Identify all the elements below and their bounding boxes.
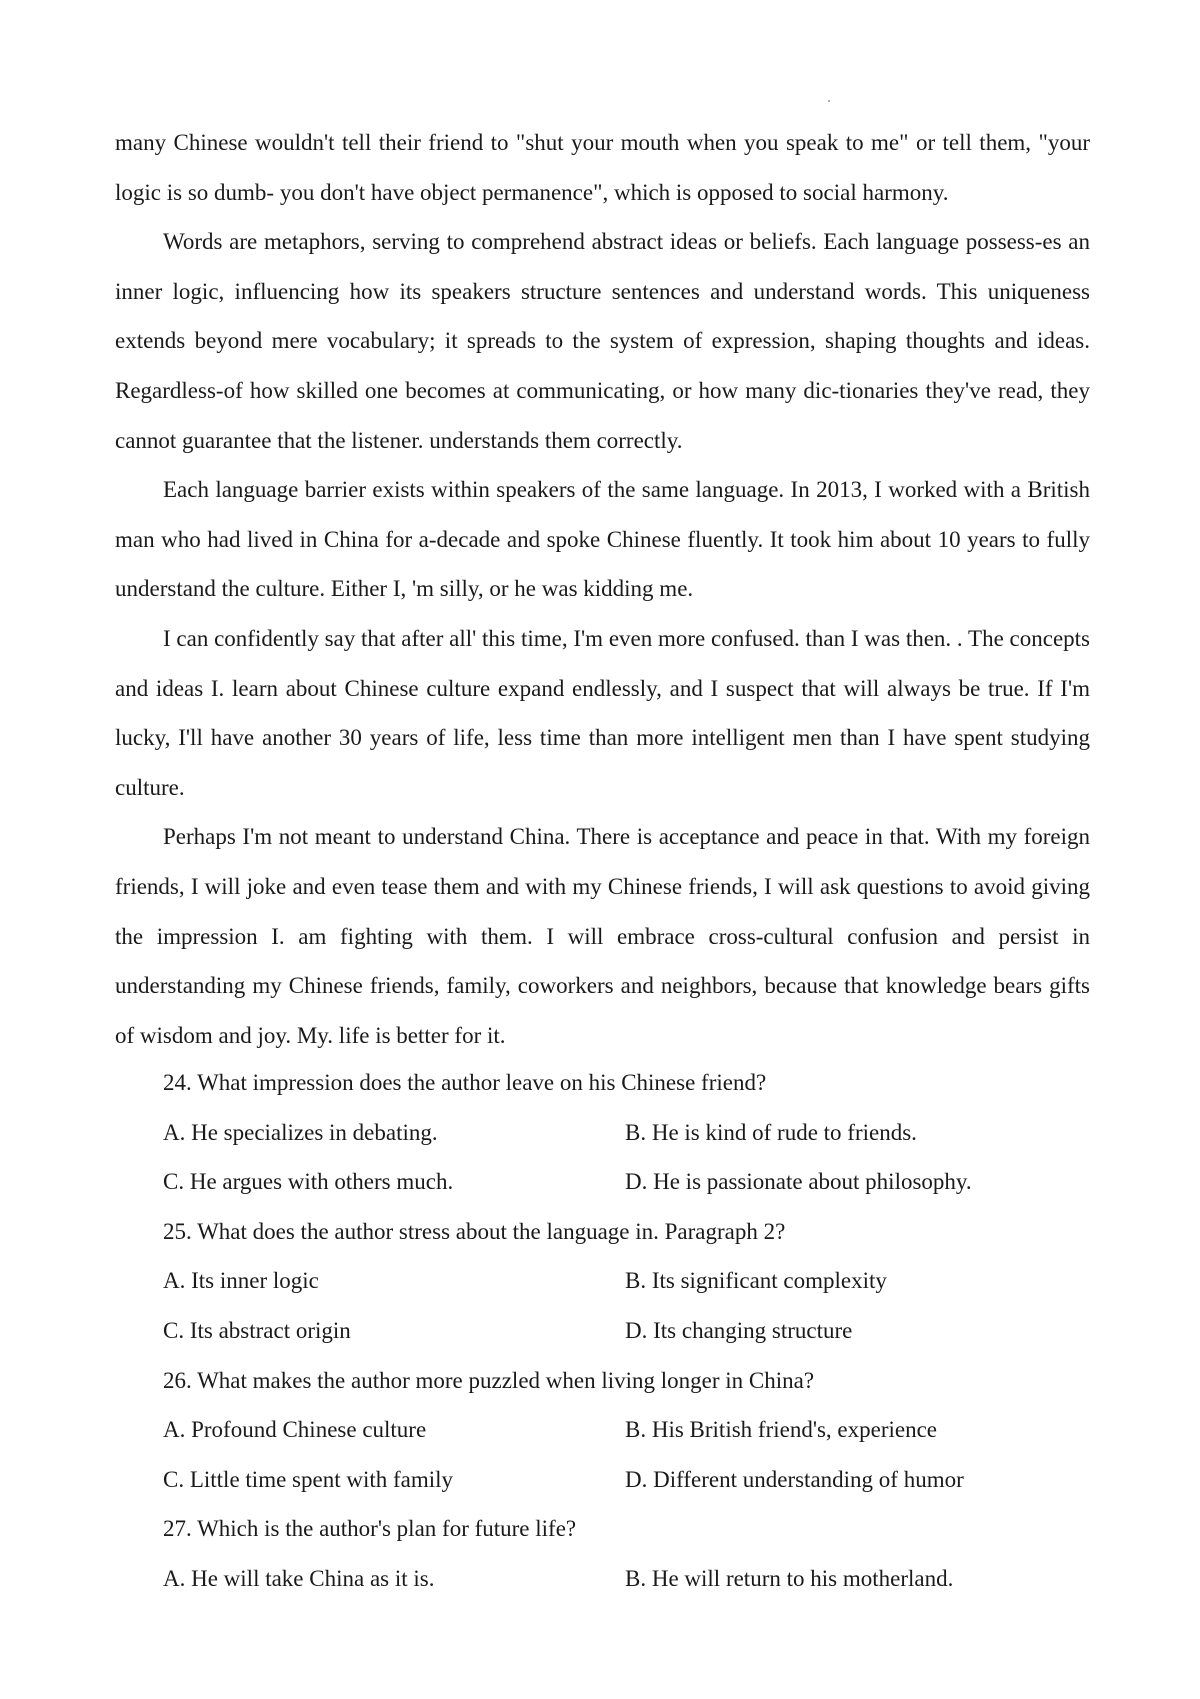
question-27 bbox=[163, 1504, 1093, 1603]
option-row bbox=[163, 1405, 1093, 1455]
question-list bbox=[163, 1058, 1093, 1604]
option-d: D. Its changing structure bbox=[625, 1317, 853, 1343]
option-a: A. Profound Chinese culture bbox=[163, 1417, 427, 1443]
option-b: B. His British friend's, experience bbox=[625, 1417, 938, 1443]
passage-paragraph-5: Perhaps I'm not meant to understand China. There is acceptance and peace in that. With my foreign friends, I will joke and even tease them and with my Chinese friends, I will ask questions to avoid giving the impression I. am fighting with them. I will embrace cross-cultural confusion and persist in understanding my Chinese friends, family, coworkers and neighbors, because that knowledge bears gifts of wisdom and joy. My. life is better for it. bbox=[115, 824, 1090, 1048]
passage-paragraph-3: Each language barrier exists within speakers of the same language. In 2013, I worked with a British man who had lived in China for a-decade and spoke Chinese fluently. It took him about 10 years to fully understand the culture. Either I, 'm silly, or he was kidding me. bbox=[115, 477, 1090, 602]
question-25 bbox=[163, 1207, 1093, 1356]
option-a: A. Its inner logic bbox=[163, 1268, 319, 1294]
option-a: A. He will take China as it is. bbox=[163, 1565, 435, 1591]
option-a: A. He specializes in debating. bbox=[163, 1119, 438, 1145]
question-stem: 27. Which is the author's plan for future life? bbox=[163, 1516, 577, 1542]
passage-paragraph-2: Words are metaphors, serving to comprehend abstract ideas or beliefs. Each language possess-es an inner logic, influencing how its speakers structure sentences and understand words. This uniqueness extends beyond mere vocabulary; it spreads to the system of expression, shaping thoughts and ideas. Regardless-of how skilled one becomes at communicating, or how many dic-tionaries they've read, they cannot guarantee that the listener. understands them correctly. bbox=[115, 229, 1090, 453]
passage-paragraph-4: I can confidently say that after all' this time, I'm even more confused. than I was then. . The concepts and ideas I. learn about Chinese culture expand endlessly, and I suspect that will always be true. If I'm lucky, I'll have another 30 years of life, less time than more intelligent men than I have spent studying culture. bbox=[115, 625, 1090, 800]
question-26 bbox=[163, 1356, 1093, 1505]
option-b: B. He will return to his motherland. bbox=[625, 1565, 954, 1591]
option-row bbox=[163, 1108, 1093, 1158]
question-stem: 24. What impression does the author leave on his Chinese friend? bbox=[163, 1070, 767, 1095]
option-d: D. Different understanding of humor bbox=[625, 1466, 964, 1492]
question-24 bbox=[163, 1058, 1093, 1207]
option-row bbox=[163, 1256, 1093, 1306]
option-b: B. He is kind of rude to friends. bbox=[625, 1119, 917, 1145]
option-b: B. Its significant complexity bbox=[625, 1268, 887, 1294]
scan-speck bbox=[828, 100, 830, 102]
option-row bbox=[163, 1554, 1093, 1604]
option-c: C. He argues with others much. bbox=[163, 1169, 454, 1195]
option-d: D. He is passionate about philosophy. bbox=[625, 1169, 972, 1195]
passage-paragraph-1: many Chinese wouldn't tell their friend to "shut your mouth when you speak to me" or tell them, "your logic is so dumb- you don't have object permanence", which is opposed to social harmony. bbox=[115, 130, 1090, 205]
reading-passage bbox=[115, 118, 1090, 1060]
option-row bbox=[163, 1455, 1093, 1505]
question-stem: 25. What does the author stress about the language in. Paragraph 2? bbox=[163, 1218, 786, 1244]
option-c: C. Its abstract origin bbox=[163, 1317, 351, 1343]
option-row bbox=[163, 1157, 1093, 1207]
option-c: C. Little time spent with family bbox=[163, 1466, 454, 1492]
option-row bbox=[163, 1306, 1093, 1356]
question-stem: 26. What makes the author more puzzled when living longer in China? bbox=[163, 1367, 815, 1393]
